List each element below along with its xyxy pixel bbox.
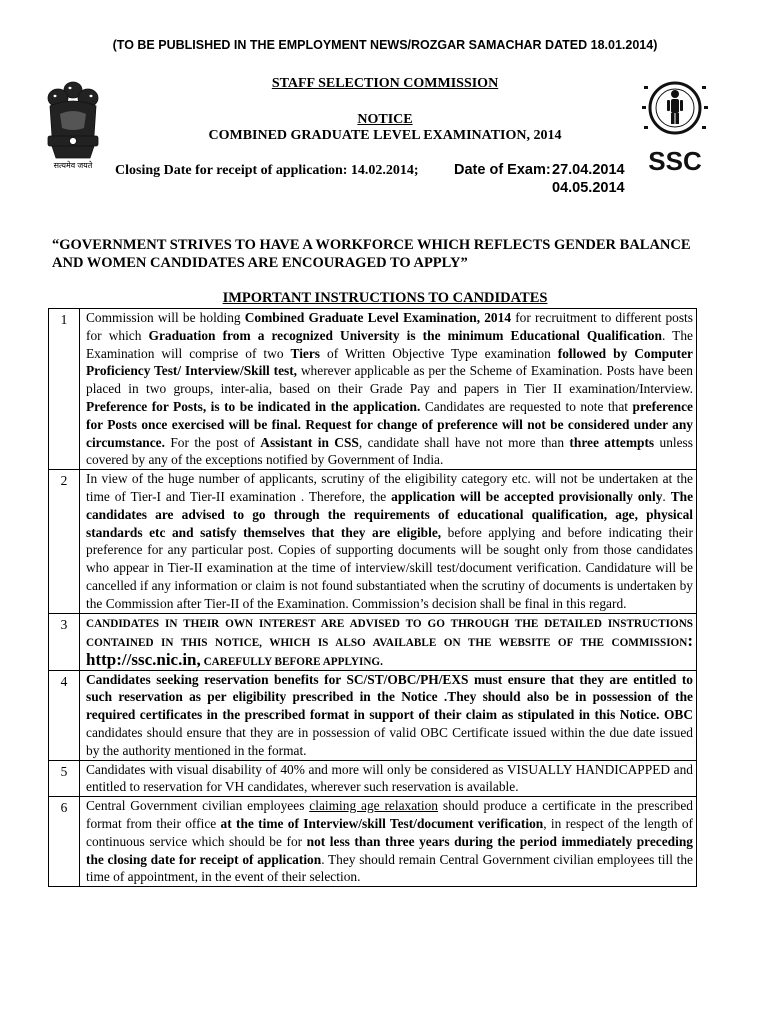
- instruction-row-4: [49, 670, 697, 760]
- instruction-number: 2: [49, 470, 80, 613]
- instruction-number: 1: [49, 309, 80, 470]
- instruction-text: Candidates with visual disability of 40% and more will only be considered as VISUALLY HANDICAPPED and entitled to reservation for VH candidates, wherever such reservation is available.: [80, 760, 697, 797]
- instruction-number: 4: [49, 670, 80, 760]
- instruction-number: 6: [49, 797, 80, 887]
- instruction-row-6: [49, 797, 697, 887]
- instruction-row-2: [49, 470, 697, 613]
- instruction-text: In view of the huge number of applicants, scrutiny of the eligibility category etc. will not be undertaken at the time of Tier-I and Tier-II examination . Therefore, the application will be accepted provisionally only. The candidates are advised to go through the requirements of educational qualification, age, physical standards etc and satisfy themselves that they are eligible, before applying and before indicating their preference for any particular post. Copies of supporting documents will be sought only from those candidates who appear in Tier-II examination at the time of interview/skill test/document verification. Candidature will be cancelled if any information or claim is not found substantiated when the scrutiny of documents is undertaken by the Commission after Tier-II of the Examination. Commission’s decision shall be final in this regard.: [80, 470, 697, 613]
- instructions-title: IMPORTANT INSTRUCTIONS TO CANDIDATES: [222, 290, 548, 306]
- instruction-text: CANDIDATES IN THEIR OWN INTEREST ARE ADVISED TO GO THROUGH THE DETAILED INSTRUCTIONS CONTAINED IN THIS NOTICE, WHICH IS ALSO AVAILABLE ON THE WEBSITE OF THE COMMISSION: http://ssc.nic.in, CAREFULLY BEFORE APPLYING.: [80, 613, 697, 670]
- instruction-row-1: [49, 309, 697, 470]
- instructions-table: [48, 308, 697, 887]
- emblem-motto: सत्यमेव जयते: [53, 161, 93, 170]
- instruction-row-5: [49, 760, 697, 797]
- exam-date-first: 27.04.2014: [552, 162, 625, 178]
- website-url: : http://ssc.nic.in,: [86, 630, 693, 669]
- exam-date-label: Date of Exam:: [454, 162, 551, 178]
- instruction-text: Commission will be holding Combined Graduate Level Examination, 2014 for recruitment to different posts for which Graduation from a recognized University is the minimum Educational Qualification. The Examination will comprise of two Tiers of Written Objective Type examination followed by Computer Proficiency Test/ Interview/Skill test, wherever applicable as per the Scheme of Examination. Posts have been placed in two groups, inter-alia, based on their Grade Pay and papers in Tier II examination/Interview. Preference for Posts, is to be indicated in the application. Candidates are requested to note that preference for Posts once exercised will be final. Request for change of preference will not be considered under any circumstance. For the post of Assistant in CSS, candidate shall have not more than three attempts unless covered by any of the exceptions notified by Government of India.: [80, 309, 697, 470]
- instruction-text: Central Government civilian employees claiming age relaxation should produce a certificate in the prescribed format from their office at the time of Interview/skill Test/document verification, in respect of the length of continuous service which should be for not less than three years during the period immediately preceding the closing date for receipt of application. They should remain Central Government civilian employees till the time of appointment, in the event of their selection.: [80, 797, 697, 887]
- instruction-row-3: [49, 613, 697, 670]
- exam-heading: COMBINED GRADUATE LEVEL EXAMINATION, 2014: [208, 128, 562, 143]
- exam-date-second: 04.05.2014: [552, 180, 625, 196]
- instruction-number: 3: [49, 613, 80, 670]
- closing-date: Closing Date for receipt of application: 14.02.2014;: [115, 163, 419, 178]
- commission-heading: STAFF SELECTION COMMISSION: [271, 76, 499, 91]
- ssc-logo-text: SSC: [648, 146, 702, 176]
- instruction-text: Candidates seeking reservation benefits for SC/ST/OBC/PH/EXS must ensure that they are entitled to such reservation as per eligibility prescribed in the Notice .They should also be in possession of the required certificates in the prescribed format in support of their claim as stipulated in this Notice. OBC candidates should ensure that they are in possession of valid OBC Certificate issued within the due date issued by the authority mentioned in the format.: [80, 670, 697, 760]
- gender-balance-slogan: “GOVERNMENT STRIVES TO HAVE A WORKFORCE WHICH REFLECTS GENDER BALANCE AND WOMEN CANDIDATES ARE ENCOURAGED TO APPLY”: [52, 237, 691, 271]
- notice-heading: NOTICE: [357, 112, 413, 127]
- instruction-number: 5: [49, 760, 80, 797]
- publication-line: (TO BE PUBLISHED IN THE EMPLOYMENT NEWS/ROZGAR SAMACHAR DATED 18.01.2014): [112, 38, 658, 52]
